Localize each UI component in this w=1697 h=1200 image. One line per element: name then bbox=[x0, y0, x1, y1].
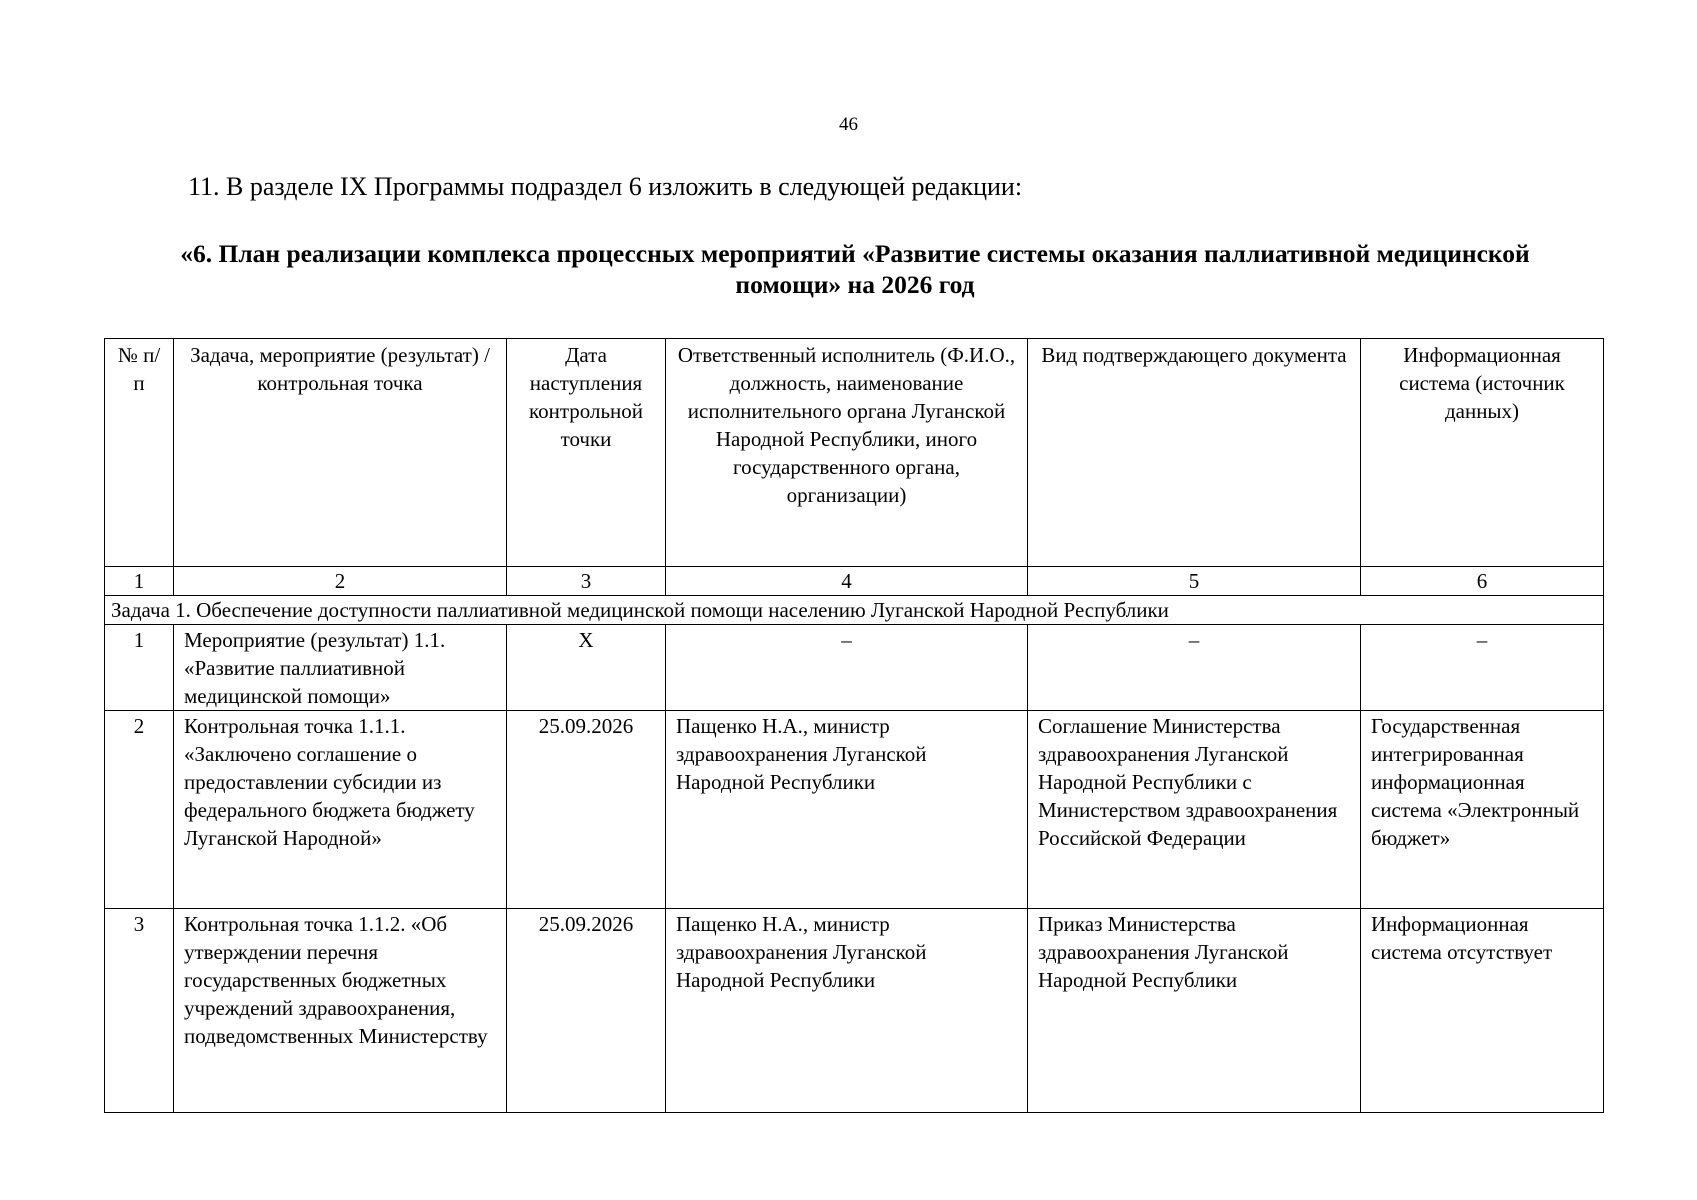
intro-paragraph: 11. В разделе IX Программы подраздел 6 изложить в следующей редакции: bbox=[188, 172, 1023, 201]
header-cell-number: № п/п bbox=[105, 339, 174, 567]
document-cell: – bbox=[1028, 625, 1361, 711]
plan-table bbox=[104, 338, 1604, 1113]
table-row bbox=[105, 625, 1604, 711]
header-cell-executor: Ответственный исполнитель (Ф.И.О., должность, наименование исполнительного органа Луганской Народной Республики, иного государственного органа, организации) bbox=[666, 339, 1028, 567]
executor-cell: Пащенко Н.А., министр здравоохранения Луганской Народной Республики bbox=[666, 909, 1028, 1113]
column-number: 3 bbox=[507, 567, 666, 596]
column-number: 4 bbox=[666, 567, 1028, 596]
document-cell: Соглашение Министерства здравоохранения Луганской Народной Республики с Министерством здравоохранения Российской Федерации bbox=[1028, 711, 1361, 909]
task-row bbox=[105, 596, 1604, 625]
executor-cell: Пащенко Н.А., министр здравоохранения Луганской Народной Республики bbox=[666, 711, 1028, 909]
executor-cell: – bbox=[666, 625, 1028, 711]
header-cell-task: Задача, мероприятие (результат) / контрольная точка bbox=[174, 339, 507, 567]
column-number: 1 bbox=[105, 567, 174, 596]
task-description-cell: Контрольная точка 1.1.1. «Заключено соглашение о предоставлении субсидии из федерального бюджета бюджету Луганской Народной» bbox=[174, 711, 507, 909]
row-number-cell: 3 bbox=[105, 909, 174, 1113]
header-cell-document: Вид подтверждающего документа bbox=[1028, 339, 1361, 567]
task-description-cell: Мероприятие (результат) 1.1. «Развитие паллиативной медицинской помощи» bbox=[174, 625, 507, 711]
date-cell: 25.09.2026 bbox=[507, 909, 666, 1113]
header-cell-date: Дата наступления контрольной точки bbox=[507, 339, 666, 567]
column-number: 5 bbox=[1028, 567, 1361, 596]
date-cell: 25.09.2026 bbox=[507, 711, 666, 909]
section-title: «6. План реализации комплекса процессных мероприятий «Развитие системы оказания паллиативной медицинской помощи» на 2026 год bbox=[180, 239, 1530, 299]
row-number-cell: 1 bbox=[105, 625, 174, 711]
date-cell: X bbox=[507, 625, 666, 711]
page-number: 46 bbox=[839, 114, 858, 135]
table-row bbox=[105, 711, 1604, 909]
system-cell: Государственная интегрированная информационная система «Электронный бюджет» bbox=[1361, 711, 1604, 909]
document-cell: Приказ Министерства здравоохранения Луганской Народной Республики bbox=[1028, 909, 1361, 1113]
table-header-row bbox=[105, 339, 1604, 567]
column-number-row bbox=[105, 567, 1604, 596]
system-cell: – bbox=[1361, 625, 1604, 711]
table-row bbox=[105, 909, 1604, 1113]
column-number: 2 bbox=[174, 567, 507, 596]
column-number: 6 bbox=[1361, 567, 1604, 596]
system-cell: Информационная система отсутствует bbox=[1361, 909, 1604, 1113]
row-number-cell: 2 bbox=[105, 711, 174, 909]
task-description-cell: Контрольная точка 1.1.2. «Об утверждении перечня государственных бюджетных учреждений здравоохранения, подведомственных Министерству bbox=[174, 909, 507, 1113]
task-cell: Задача 1. Обеспечение доступности паллиативной медицинской помощи населению Луганской Народной Республики bbox=[105, 596, 1604, 625]
header-cell-system: Информационная система (источник данных) bbox=[1361, 339, 1604, 567]
